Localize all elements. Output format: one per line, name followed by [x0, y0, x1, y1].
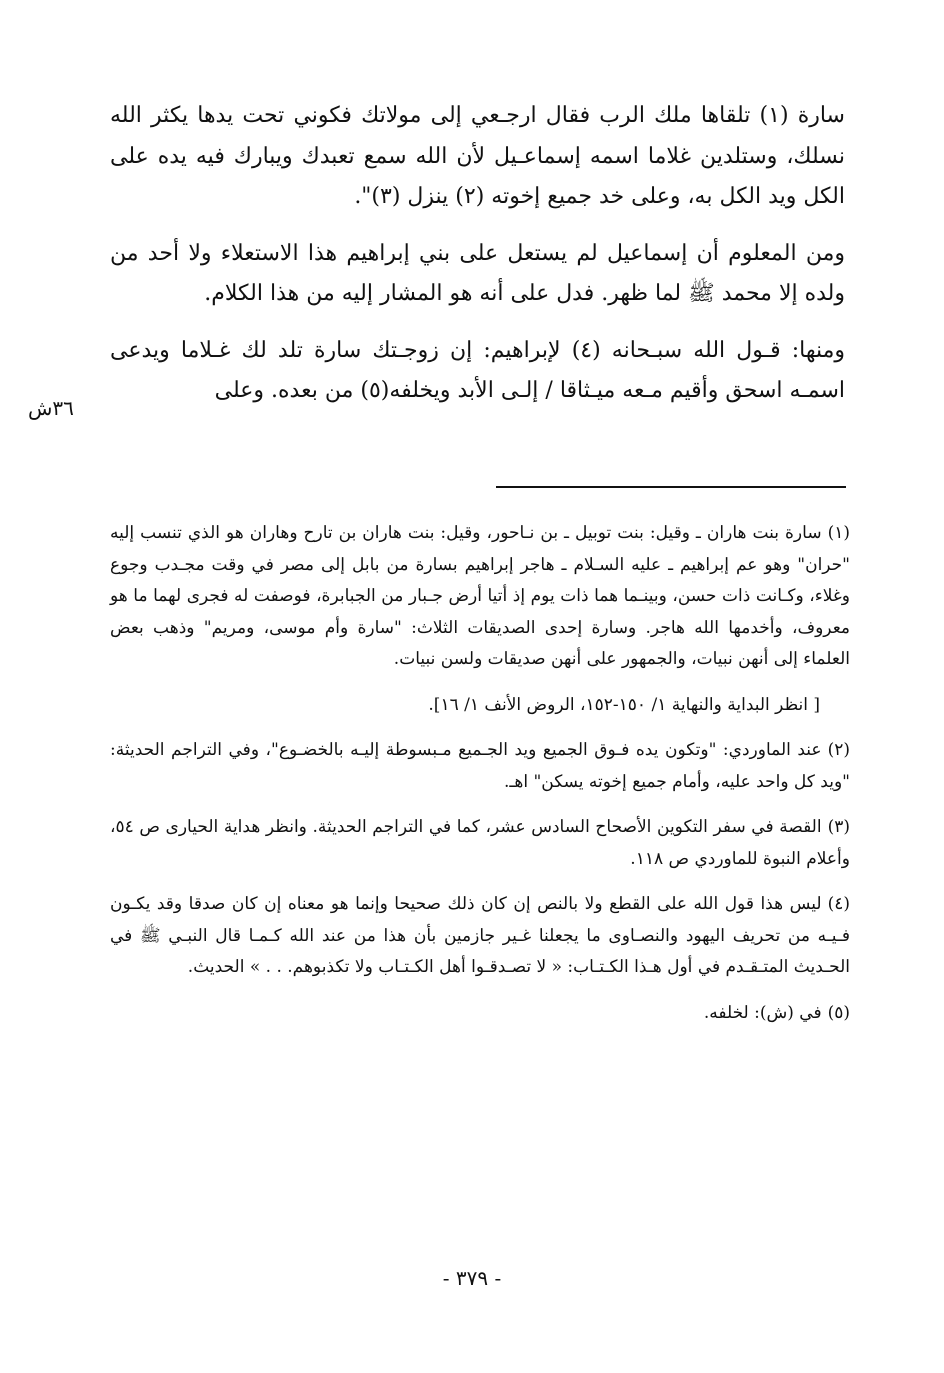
- footnote-2: [110, 735, 850, 798]
- page-number: - ٣٧٩ -: [442, 1266, 502, 1290]
- footnotes: [110, 518, 850, 1043]
- footnote-1-source: [110, 690, 850, 722]
- footnote-number: (٣): [827, 817, 850, 837]
- footnote-text: [ انظر البداية والنهاية ١/ ١٥٠-١٥٢، الروض الأنف ١/ ١٦].: [428, 694, 820, 715]
- footnote-4: [110, 889, 850, 984]
- footnote-text: سارة بنت هاران ـ وقيل: بنت توبيل ـ بن نـاحور، وقيل: بنت هاران بن تارح وهاران هو الذي تنسب إليه "حران" وهو عم إبراهيم ـ عليه السـلام ـ هاجر إبراهيم بسارة من بابل إلى مصر في وقت مجـدب وجوع وغلاء، وكـانت ذات حسن، وبينـما هما ذات يوم إذ أتيا أرض جـبار من الجبابرة، فوصفت له فجرى لهما ما هو معروف، وأخدمها الله هاجر. وسارة إحدى الصديقات الثلاث: "سارة وأم موسى، ومريم" وذهب بعض العلماء إلى أنهن نبيات، والجمهور على أنهن صديقات ولسن نبيات.: [110, 523, 850, 669]
- main-text: [110, 96, 845, 428]
- footnote-number: (١): [827, 523, 850, 543]
- body-paragraph: سارة (١) تلقاها ملك الرب فقال ارجـعي إلى مولاتك فكوني تحت يدها يكثر الله نسلك، وستلدين غلاما اسمه إسماعـيل لأن الله سمع تعبدك ويبارك فيه يده على الكل ويد الكل به، وعلى خد جميع إخوته (٢) ينزل (٣)".: [110, 103, 845, 209]
- footnote-separator: [496, 486, 846, 488]
- footnote-3: [110, 812, 850, 875]
- footnote-text: القصة في سفر التكوين الأصحاح السادس عشر، كما في التراجم الحديثة. وانظر هداية الحيارى ص ٥٤، وأعلام النبوة للماوردي ص ١١٨.: [110, 817, 850, 869]
- footnote-1: [110, 518, 850, 676]
- footnote-text: في (ش): لخلفه.: [703, 1002, 822, 1023]
- footnote-text: ليس هذا قول الله على القطع ولا بالنص إن كان ذلك صحيحا وإنما هو معناه إن كان صدقا وقد يكـون فـيـه من تحريف اليهود والنصـاوى ما يجعلنا غـير جازمين بأن هذا من عند الله كـمـا قال النبـي ﷺ في الحـديث المتـقـدم في أول هـذا الكـتـاب: « لا تصـدقـوا أهل الكـتـاب ولا تكذبوهم. . . » الحديث.: [110, 894, 850, 977]
- footnote-number: (٥): [827, 1002, 850, 1023]
- footnote-number: (٢): [827, 740, 850, 760]
- footnote-5: [110, 998, 850, 1030]
- manuscript-margin-note: ٣٦ش: [28, 396, 74, 420]
- body-paragraph: ومن المعلوم أن إسماعيل لم يستعل على بني إبراهيم هذا الاستعلاء ولا أحد من ولده إلا محمد ﷺ لما ظهر. فدل على أنه هو المشار إليه من هذا الكلام.: [110, 240, 845, 306]
- body-paragraph: ومنها: قـول الله سبـحانه (٤) لإبراهيم: إن زوجـتك سارة تلد لك غـلاما ويدعى اسمـه اسحق وأقيم مـعه ميـثاقا / إلـى الأبد ويخلفه(٥) من بعده. وعلى: [110, 337, 846, 403]
- footnote-number: (٤): [827, 894, 850, 914]
- footnote-text: عند الماوردي: "وتكون يده فـوق الجميع ويد الجـميع مـبسوطة إليـه بالخضـوع"، وفي التراجم الحديثة: "ويد كل واحد عليه، وأمام جميع إخوته يسكن" اهـ.: [110, 740, 850, 792]
